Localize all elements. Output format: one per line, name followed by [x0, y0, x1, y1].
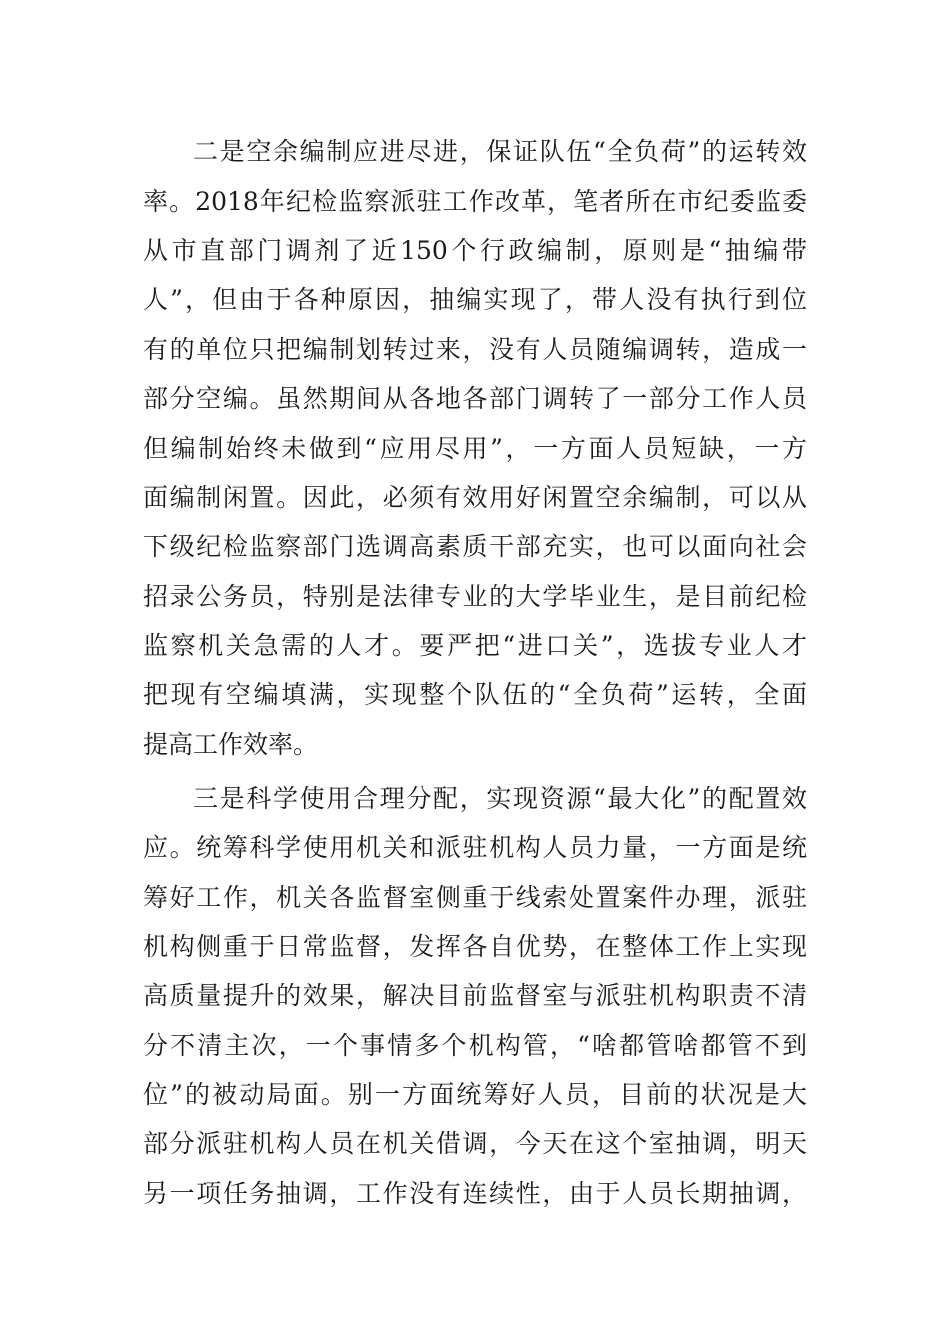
paragraph-2-line-4: 机构侧重于日常监督，发挥各自优势，在整体工作上实现	[143, 932, 807, 961]
paragraph-2-line-5: 高质量提升的效果，解决目前监督室与派驻机构职责不清	[143, 981, 807, 1010]
paragraph-1-line-12: 把现有空编填满，实现整个队伍的“全负荷”运转，全面	[143, 680, 807, 709]
paragraph-1-line-3: 从市直部门调剂了近150个行政编制，原则是“抽编带	[143, 236, 807, 265]
paragraph-2-line-1: 三是科学使用合理分配，实现资源“最大化”的配置效	[193, 784, 807, 813]
paragraph-1-line-1: 二是空余编制应进尽进，保证队伍“全负荷”的运转效	[193, 137, 807, 166]
paragraph-1-line-7: 但编制始终未做到“应用尽用”，一方面人员短缺，一方	[143, 434, 807, 463]
paragraph-1-line-2: 率。2018年纪检监察派驻工作改革，笔者所在市纪委监委	[143, 187, 807, 216]
paragraph-1-line-11: 监察机关急需的人才。要严把“进口关”，选拔专业人才	[143, 631, 807, 660]
paragraph-1-line-4: 人”，但由于各种原因，抽编实现了，带人没有执行到位	[143, 285, 807, 314]
paragraph-2-line-9: 另一项任务抽调，工作没有连续性，由于人员长期抽调，	[143, 1179, 807, 1208]
paragraph-1-line-5: 有的单位只把编制划转过来，没有人员随编调转，造成一	[143, 335, 807, 364]
paragraph-1-line-9: 下级纪检监察部门选调高素质干部充实，也可以面向社会	[143, 532, 807, 561]
paragraph-2-line-3: 筹好工作，机关各监督室侧重于线索处置案件办理，派驻	[143, 883, 807, 912]
paragraph-2-line-7: 位”的被动局面。别一方面统筹好人员，目前的状况是大	[143, 1080, 807, 1109]
paragraph-1-line-10: 招录公务员，特别是法律专业的大学毕业生，是目前纪检	[143, 582, 807, 611]
paragraph-2-line-8: 部分派驻机构人员在机关借调，今天在这个室抽调，明天	[143, 1129, 807, 1158]
paragraph-1-line-8: 面编制闲置。因此，必须有效用好闲置空余编制，可以从	[143, 483, 807, 512]
paragraph-1-line-13: 提高工作效率。	[143, 730, 319, 759]
paragraph-2-line-6: 分不清主次，一个事情多个机构管，“啥都管啥都管不到	[143, 1031, 807, 1060]
paragraph-2-line-2: 应。统筹科学使用机关和派驻机构人员力量，一方面是统	[143, 833, 807, 862]
paragraph-1-line-6: 部分空编。虽然期间从各地各部门调转了一部分工作人员	[143, 384, 807, 413]
